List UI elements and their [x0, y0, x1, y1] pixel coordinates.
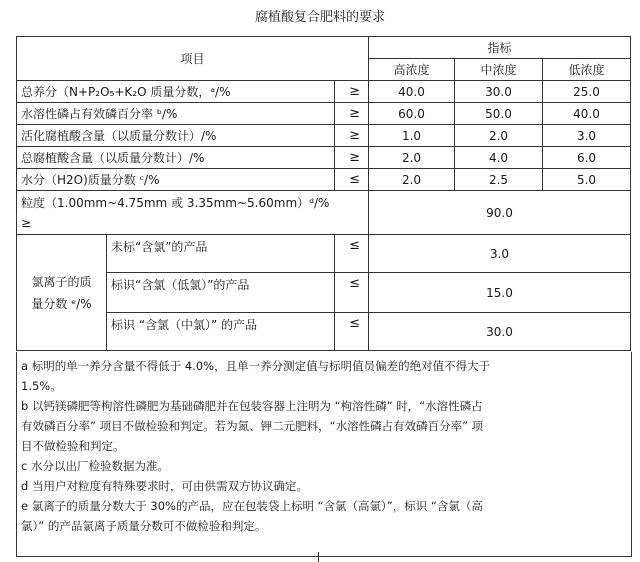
chloride-row-label: 未标“含氯”的产品	[107, 235, 335, 273]
row-label: 总养分（N+P₂O₅+K₂O 质量分数，ᵃ/%	[17, 81, 335, 103]
requirements-table	[16, 36, 631, 351]
chloride-row-operator: ≤	[335, 235, 369, 273]
row-value-high: 40.0	[369, 81, 455, 103]
footnote-line: 1.5%。	[21, 379, 62, 393]
header-level-high: 高浓度	[369, 59, 455, 81]
row-operator: ≤	[335, 169, 369, 191]
granularity-label-line1: 粒度（1.00mm~4.75mm 或 3.35mm~5.60mm）ᵈ/%	[21, 195, 330, 210]
row-operator: ≥	[335, 125, 369, 147]
row-value-low: 25.0	[543, 81, 631, 103]
document-title: 腐植酸复合肥料的要求	[254, 10, 385, 25]
row-value-low: 5.0	[543, 169, 631, 191]
header-indicator: 指标	[369, 37, 631, 59]
footnote-line: c 水分以出厂检验数据为准。	[21, 459, 169, 473]
chloride-label-line1: 氯离子的质	[31, 274, 92, 289]
chloride-label-line2: 量分数 ᵉ/%	[31, 296, 92, 311]
row-value-mid: 50.0	[455, 103, 543, 125]
row-label: 水溶性磷占有效磷百分率 ᵇ/%	[17, 103, 335, 125]
footnote-line: 目不做检验和判定。	[21, 439, 125, 453]
chloride-label	[17, 235, 107, 351]
chloride-row-operator: ≤	[335, 273, 369, 313]
chloride-row-value: 30.0	[369, 313, 631, 351]
granularity-value: 90.0	[369, 191, 631, 235]
table-row	[17, 169, 631, 191]
row-value-mid: 2.0	[455, 125, 543, 147]
header-item: 项目	[17, 37, 369, 81]
row-label: 活化腐植酸含量（以质量分数计）/%	[17, 125, 335, 147]
row-value-high: 2.0	[369, 147, 455, 169]
footnotes	[16, 352, 632, 557]
row-operator: ≥	[335, 147, 369, 169]
table-row	[17, 313, 631, 351]
table-row	[17, 81, 631, 103]
footnote-line: a 标明的单一养分含量不得低于 4.0%，且单一养分测定值与标明值员偏差的绝对值不得大于	[21, 359, 491, 373]
row-value-low: 3.0	[543, 125, 631, 147]
row-label: 水分（H2O)质量分数 ᶜ/%	[17, 169, 335, 191]
table-row	[17, 273, 631, 313]
chloride-row-operator: ≤	[335, 313, 369, 351]
row-label: 总腐植酸含量（以质量分数计）/%	[17, 147, 335, 169]
chloride-row-label: 标识 “含氯（中氯）” 的产品	[107, 313, 335, 351]
row-operator: ≥	[335, 81, 369, 103]
header-level-low: 低浓度	[543, 59, 631, 81]
granularity-label-line2: ≥	[21, 215, 32, 230]
row-value-high: 2.0	[369, 169, 455, 191]
row-value-high: 1.0	[369, 125, 455, 147]
footnote-line: e 氯离子的质量分数大于 30%的产品，应在包装袋上标明 “含氯（高氯）”，标识 “含氯（高	[21, 499, 483, 513]
page-divider-mark	[318, 552, 319, 562]
header-level-mid: 中浓度	[455, 59, 543, 81]
row-value-mid: 2.5	[455, 169, 543, 191]
row-operator: ≥	[335, 103, 369, 125]
chloride-row-value: 15.0	[369, 273, 631, 313]
footnote-line: b 以钙镁磷肥等枸溶性磷肥为基础磷肥并在包装容器上注明为 “枸溶性磷” 时，“水溶性磷占	[21, 399, 483, 413]
row-value-mid: 30.0	[455, 81, 543, 103]
row-value-low: 6.0	[543, 147, 631, 169]
row-value-mid: 4.0	[455, 147, 543, 169]
table-row	[17, 103, 631, 125]
granularity-label	[17, 191, 369, 235]
row-value-high: 60.0	[369, 103, 455, 125]
row-value-low: 40.0	[543, 103, 631, 125]
footnote-line: 氯）” 的产品氯离子质量分数可不做检验和判定。	[21, 519, 267, 533]
footnote-line: d 当用户对粒度有特殊要求时，可由供需双方协议确定。	[21, 479, 308, 493]
table-row	[17, 125, 631, 147]
table-row	[17, 235, 631, 273]
chloride-row-label: 标识“含氯（低氯）”的产品	[107, 273, 335, 313]
table-row	[17, 191, 631, 235]
chloride-row-value: 3.0	[369, 235, 631, 273]
table-row	[17, 147, 631, 169]
footnote-line: 有效磷百分率” 项目不做检验和判定。若为氮、钾二元肥料，“水溶性磷占有效磷百分率” 项	[21, 419, 484, 433]
